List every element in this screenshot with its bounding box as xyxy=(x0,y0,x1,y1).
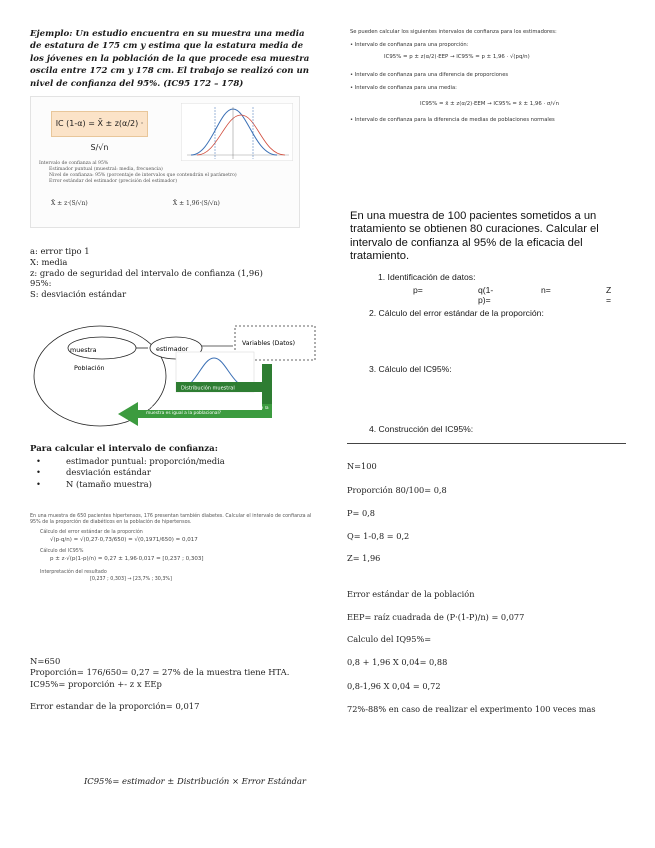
figure-note: Error estándar del estimador (precisión del estimador) xyxy=(49,179,178,184)
section-title: Para calcular el intervalo de confianza: xyxy=(30,444,218,454)
answer-line: Q= 1-0,8 = 0,2 xyxy=(347,531,410,541)
formula-item-label: Intervalo de confianza para la diferencia de medias de poblaciones normales xyxy=(354,117,555,123)
formula-item-prop: • Intervalo de confianza para una proporción: xyxy=(350,42,469,48)
definitions xyxy=(30,246,263,300)
example-paragraph: Ejemplo: Un estudio encuentra en su muestra una media de estatura de 175 cm y estima que la estatura media de los jóvenes en la población de la que procede esa muestra oscila entre 172 cm y 178 cm. El trabajo se realizó con un nivel de confianza del 95%. (IC95 172 – 178) xyxy=(30,29,310,89)
formula-item-diff-prop: • Intervalo de confianza para una diferencia de proporciones xyxy=(350,72,509,78)
definition-item: S: desviación estándar xyxy=(30,289,127,300)
var-p: p= xyxy=(413,285,423,295)
result-line: N=650 xyxy=(30,656,61,666)
answer-line: Error estándar de la población xyxy=(347,589,475,599)
small-exercise-sub1: Cálculo del error estándar de la proporción xyxy=(40,530,143,536)
population-label: Población xyxy=(74,364,105,372)
population-sample-diagram xyxy=(30,318,320,430)
result-line: Proporción= 176/650= 0,27 = 27% de la muestra tiene HTA. xyxy=(30,667,290,678)
var-z: Z = xyxy=(606,285,612,305)
divider-line xyxy=(347,443,626,444)
small-formula-1: √(p·q/n) = √(0,27·0,73/650) = √(0,1971/650) = 0,017 xyxy=(50,537,198,544)
normal-curves-chart xyxy=(181,103,293,161)
estimator-label: estimador xyxy=(156,345,189,353)
definition-item: a: error tipo 1 xyxy=(30,246,90,256)
step-1: 1. Identificación de datos: xyxy=(378,272,476,282)
formula-item-media: • Intervalo de confianza para una media: xyxy=(350,85,457,91)
requirement-item: • N (tamaño muestra) xyxy=(32,479,312,490)
definition-item: 95%: xyxy=(30,278,52,289)
requirement-item: • estimador puntual: proporción/media xyxy=(32,456,312,467)
exercise-question: En una muestra de 100 pacientes sometidos a un tratamiento se obtienen 80 curaciones. Calcular el intervalo de confianza al 95% de la eficacia del tratamiento. xyxy=(350,210,599,263)
formulas-title: Se pueden calcular los siguientes intervalos de confianza para los estimadores: xyxy=(350,29,557,35)
figure-note: Nivel de confianza: 95% (porcentaje de intervalos que contendrán el parámetro) xyxy=(49,173,237,178)
figure-note: Intervalo de confianza al 95% xyxy=(39,161,109,166)
answer-line: Calculo del IQ95%= xyxy=(347,634,432,644)
step-2: 2. Cálculo del error estándar de la proporción: xyxy=(369,308,544,318)
definition-item: X: media xyxy=(30,256,68,267)
var-q: q(1-p)= xyxy=(478,285,494,305)
figure-formula-snippets: X̄ ± z·(S/√n) X̄ ± 1,96·(S/√n) xyxy=(51,200,220,207)
formula-item-label: Intervalo de confianza para una diferencia de proporciones xyxy=(354,72,509,78)
answer-line: N=100 xyxy=(347,461,377,471)
requirement-item: • desviación estándar xyxy=(32,467,312,478)
answer-line: EEP= raíz cuadrada de (P·(1-P)/n) = 0,077 xyxy=(347,612,525,622)
definition-item: z: grado de seguridad del intervalo de confianza (1,96) xyxy=(30,267,263,278)
step-4: 4. Construcción del IC95%: xyxy=(369,424,474,434)
answer-line: 0,8 + 1,96 X 0,04= 0,88 xyxy=(347,657,448,667)
formula-prop: IC95% = p ± z(α/2)·EEP → IC95% = p ± 1,96 · √(pq/n) xyxy=(384,54,530,60)
formula-item-label: Intervalo de confianza para una media: xyxy=(354,85,457,91)
ci-formula: IC (1-α) = X̄ ± z(α/2) · S/√n xyxy=(55,119,144,152)
arrow-text: Si la muestra representa a la población, ¿la media de la muestra es igual a la poblacional? xyxy=(146,406,269,417)
small-exercise-sub3: Interpretación del resultado xyxy=(40,570,107,576)
distribution-label: Distribución muestral xyxy=(181,385,235,392)
small-formula-3: [0,237 ; 0,303] → [23,7% ; 30,3%] xyxy=(90,577,172,583)
small-formula-2: p ± z·√(p(1-p)/n) = 0,27 ± 1,96·0,017 = [0,237 ; 0,303] xyxy=(50,556,204,563)
result-line: IC95%= proporción +- z x EEp xyxy=(30,678,162,689)
small-exercise-text: En una muestra de 650 pacientes hipertensos, 176 presentan también diabetes. Calcular el intervalo de confianza al 95% de la proporción de diabéticos en la población de hipertensos. xyxy=(30,514,312,526)
sample-label: muestra xyxy=(70,346,97,354)
formulas-image xyxy=(350,28,640,168)
small-exercise-image xyxy=(30,514,320,634)
error-standard-line: Error estandar de la proporción= 0,017 xyxy=(30,701,200,711)
variables-label: Variables (Datos) xyxy=(242,340,296,347)
answer-line: 0,8-1,96 X 0,04 = 0,72 xyxy=(347,681,441,691)
step-3: 3. Cálculo del IC95%: xyxy=(369,364,452,374)
figure-note: Estimador puntual (muestral: media, frecuencia) xyxy=(49,167,163,172)
answer-line: Proporción 80/100= 0,8 xyxy=(347,485,447,495)
confidence-interval-figure xyxy=(30,96,300,228)
figure-notes xyxy=(39,161,294,185)
formula-item-diff-media: • Intervalo de confianza para la diferencia de medias de poblaciones normales xyxy=(350,117,555,123)
answer-line: Z= 1,96 xyxy=(347,553,381,563)
requirements-list xyxy=(32,456,312,490)
footer-formula: IC95%= estimador ± Distribución × Error Estándar xyxy=(84,776,306,786)
var-n: n= xyxy=(541,285,551,295)
formula-media: IC95% = x̄ ± z(α/2)·EEM → IC95% = x̄ ± 1,96 · σ/√n xyxy=(420,101,560,107)
results-block xyxy=(30,656,289,690)
ci-formula-box xyxy=(51,111,148,152)
arrow-stem xyxy=(262,364,272,404)
answer-line: P= 0,8 xyxy=(347,508,375,518)
small-exercise-sub2: Cálculo del IC95% xyxy=(40,549,84,555)
answer-line: 72%-88% en caso de realizar el experimento 100 veces mas xyxy=(347,704,596,714)
formula-item-label: Intervalo de confianza para una proporción: xyxy=(354,42,469,48)
